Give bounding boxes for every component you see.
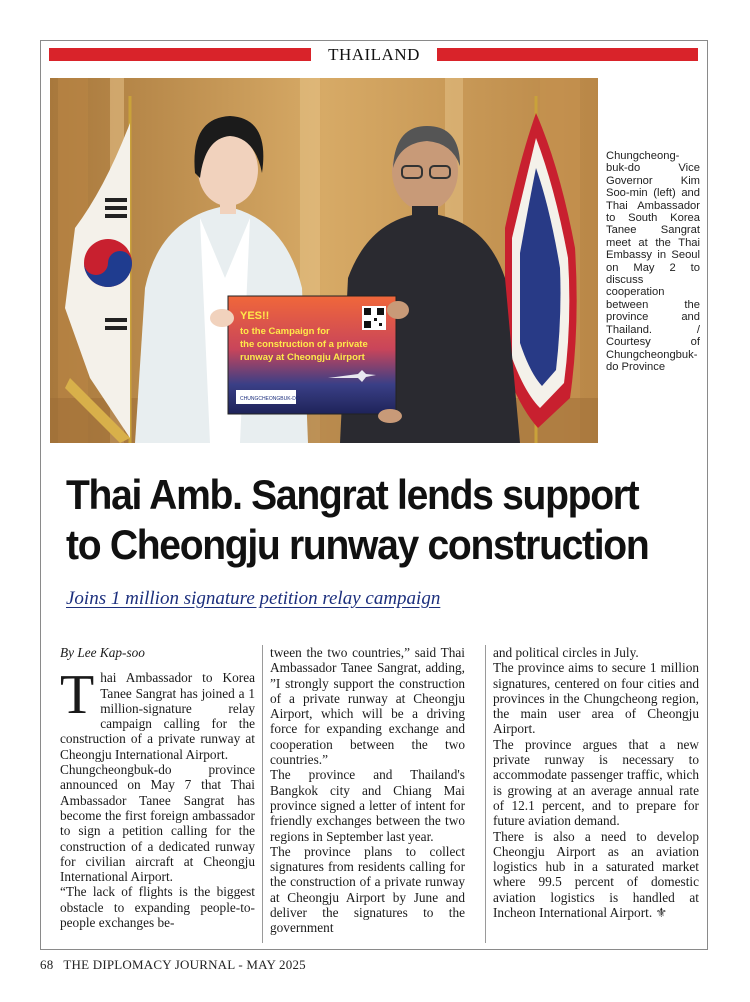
- article-column-3: [493, 645, 699, 920]
- headline: [66, 470, 661, 570]
- paragraph: The province aims to secure 1 million signatures, centered on four cities and provinces in the Chungcheong region, the main user area of Cheongju Airport.: [493, 660, 699, 737]
- article-photo: [50, 78, 598, 443]
- section-rule-left: [49, 48, 311, 61]
- paragraph: [60, 664, 255, 762]
- paragraph: The province and Thailand's Bangkok city and Chiang Mai province signed a letter of intent for friendly exchanges between the two regions in September last year.: [270, 767, 465, 844]
- column-divider: [485, 645, 486, 943]
- paragraph: “The lack of flights is the biggest obstacle to expanding people-to-people exchanges be-: [60, 884, 255, 931]
- section-label: THAILAND: [328, 45, 420, 64]
- page-number: 68: [40, 957, 54, 972]
- publication-title: THE DIPLOMACY JOURNAL - MAY 2025: [63, 957, 306, 972]
- headline-line-2: to Cheongju runway construction: [66, 521, 649, 568]
- paragraph: tween the two countries,” said Thai Ambassador Tanee Sangrat, adding, ”I strongly support the construction of a private runway at Cheongju Airport, which will be a driving force for expanding exchange and cooperation between the two countries.”: [270, 645, 465, 768]
- paragraph: The province argues that a new private runway is necessary to accommodate passenger traffic, which is growing at an average annual rate of 12.1 percent, and to prepare for future aviation demand.: [493, 736, 699, 829]
- end-mark-icon: ⚜: [655, 905, 668, 921]
- sign-line2: to the Campaign for: [240, 326, 330, 337]
- sign-line4: runway at Cheongju Airport: [240, 352, 365, 363]
- drop-cap: T: [60, 664, 95, 727]
- sign-logo-text: CHUNGCHEONGBUK-DO: [240, 396, 300, 402]
- sign-line1: YES!!: [240, 310, 270, 322]
- section-header: [49, 45, 698, 65]
- sign-line3: the construction of a private: [240, 339, 368, 350]
- article-column-2: [270, 645, 465, 936]
- paragraph-text: There is also a need to develop Cheongju Airport as an aviation logistics hub in a saturated market where 99.5 percent of domestic aviation logistics is handled at Incheon International Airport.: [493, 828, 699, 921]
- paragraph: [493, 829, 699, 921]
- column-divider: [262, 645, 263, 943]
- paragraph: and political circles in July.: [493, 645, 639, 660]
- byline: By Lee Kap-soo: [60, 645, 145, 660]
- section-rule-right: [437, 48, 698, 61]
- subheadline: Joins 1 million signature petition relay campaign: [66, 588, 441, 609]
- photo-caption: Chungcheong-buk-do Vice Governor Kim Soo-min (left) and Thai Ambassador to South Korea Tanee Sangrat meet at the Thai Embassy in Seoul on May 2 to discuss cooperation between the province and Thailand. / Courtesy of Chungcheongbuk-do Province: [606, 150, 700, 373]
- article-column-1: [60, 645, 255, 930]
- headline-line-1: Thai Amb. Sangrat lends support: [66, 471, 639, 518]
- paragraph: The province plans to collect signatures from residents calling for the construction of a private runway at Cheongju Airport by June and deliver the signatures to the government: [270, 843, 465, 936]
- paragraph-text: hai Ambassador to Korea Tanee Sangrat has joined a 1 million-signature relay campaign calling for the construction of a private runway at Cheongju International Airport.: [60, 670, 255, 762]
- campaign-sign: [228, 296, 396, 414]
- page-footer: [40, 957, 306, 973]
- paragraph: Chungcheongbuk-do province announced on May 7 that Thai Ambassador Tanee Sangrat has become the first foreign ambassador to sign a petition calling for the construction of a dedicated runway for civilian aircraft at Cheongju International Airport.: [60, 762, 255, 885]
